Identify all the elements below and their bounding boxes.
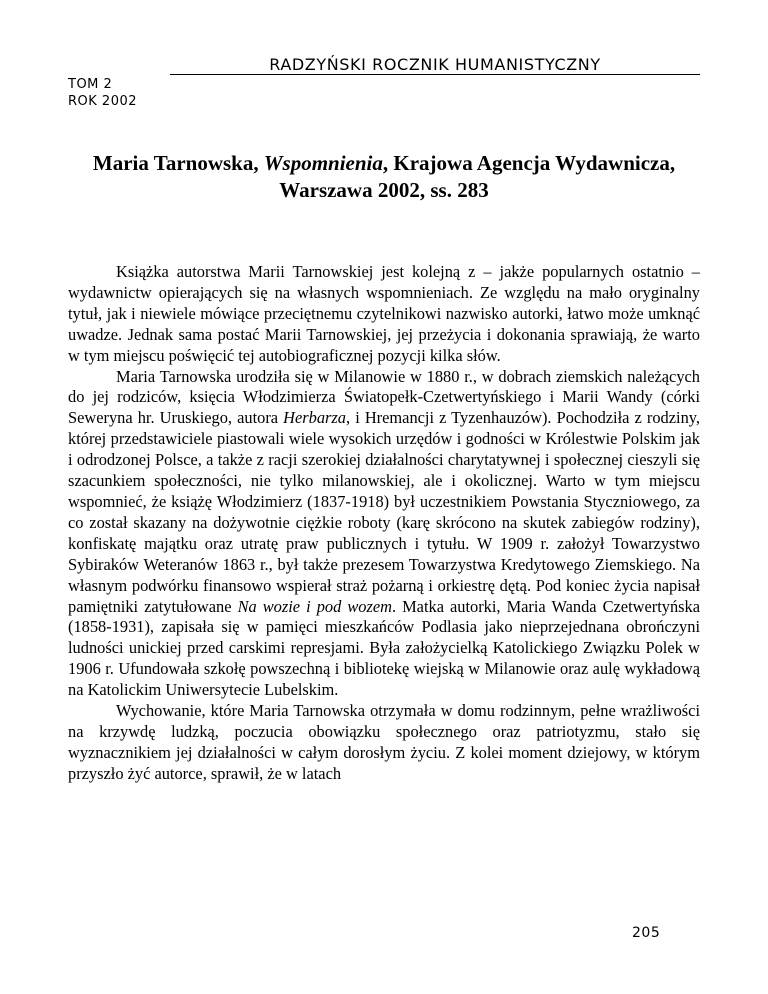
journal-title: RADZYŃSKI ROCZNIK HUMANISTYCZNY (269, 55, 601, 74)
italic-title: Na wozie i pod wozem (237, 596, 392, 616)
paragraph-3 (68, 701, 700, 785)
paragraph-text: , i Hremancji z Tyzenhauzów). Pochodziła z rodziny, której przedstawiciele piastowali wiele wysokich urzędów i godności w Królestwie Polskim jak i odrodzonej Polsce, a także z racji szerokiej działalności charytatywnej i społecznej cieszyli się szacunkiem społeczności, nie tylko milanowskiej, ale i okolicznej. Warto w tym miejscu wspomnieć, że książę Włodzimierz (1837-1918) był uczestnikiem Powstania Styczniowego, za co został skazany na dożywotnie ciężkie roboty (karę skrócono na skutek zabiegów rodziny), konfiskatę majątku oraz utratę praw publicznych i tytułu. W 1909 r. założył Towarzystwo Sybiraków Weteranów 1863 r., był także prezesem Towarzystwa Kredytowego Ziemskiego. Na własnym podwórku finansowo wspierał straż pożarną i orkiestrę dętą. Pod koniec życia napisał pamiętniki zatytułowane (68, 408, 700, 616)
italic-title: Herbarza (283, 408, 347, 428)
title-publisher: , Krajowa Agencja Wydawnicza, Warszawa 2002, ss. 283 (279, 151, 676, 202)
article-body (68, 262, 700, 785)
volume-label: TOM 2 (68, 77, 113, 92)
title-book: Wspomnienia (263, 151, 383, 175)
paragraph-text: Wychowanie, które Maria Tarnowska otrzymała w domu rodzinnym, pełne wrażliwości na krzywdę ludzką, poczucia obowiązku społecznego oraz patriotyzmu, stało się wyznacznikiem jej działalności w całym dorosłym życiu. Z kolei moment dziejowy, w którym przyszło żyć autorce, sprawił, że w latach (68, 701, 700, 783)
paragraph-text: . Matka autorki, Maria Wanda Czetwertyńska (1858-1931), zapisała się w pamięci mieszkańców Podlasia jako nieprzejednana obrończyni ludności unickiej przed carskimi represjami. Była założycielką Katolickiego Związku Polek w 1906 r. Ufundowała szkołę powszechną i bibliotekę wiejską w Milanowie oraz aulę wykładową na Katolickim Uniwersytecie Lubelskim. (68, 596, 700, 700)
page-number: 205 (632, 925, 661, 941)
review-title (68, 150, 700, 204)
paragraph-text: Książka autorstwa Marii Tarnowskiej jest kolejną z – jakże popularnych ostatnio – wydawnictw opierających się na własnych wspomnieniach. Ze względu na mało oryginalny tytuł, jak i niewiele mówiące przeciętnemu czytelnikowi nazwisko autorki, łatwo może umknąć uwadze. Jednak sama postać Marii Tarnowskiej, jej przeżycia i dokonania sprawiają, że warto w tym miejscu poświęcić tej autobiograficznej pozycji kilka słów. (68, 262, 700, 365)
title-author: Maria Tarnowska, (92, 151, 264, 175)
paragraph-1 (68, 262, 700, 367)
paragraph-2 (68, 367, 700, 702)
year-label: ROK 2002 (68, 94, 138, 109)
header-rule (170, 74, 700, 75)
paragraph-text: Maria Tarnowska urodziła się w Milanowie w 1880 r., w dobrach ziemskich należących do jej rodziców, księcia Włodzimierza Światopełk-Czetwertyńskiego i Marii Wandy (córki Seweryna hr. Uruskiego, autora (68, 366, 700, 428)
